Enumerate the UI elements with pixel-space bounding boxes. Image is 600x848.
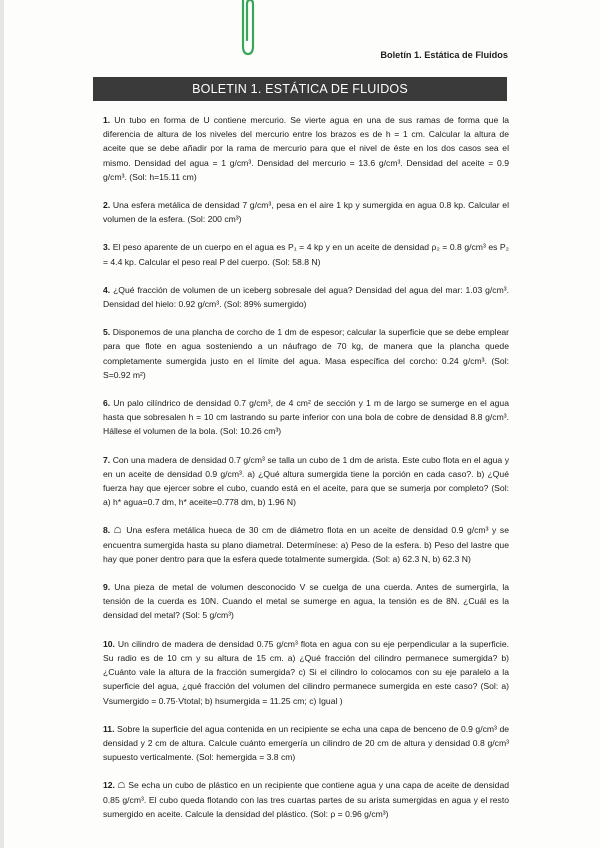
problem-list	[103, 113, 509, 835]
problem-text: ☖ Se echa un cubo de plástico en un recipiente que contiene agua y una capa de aceite de densidad 0.85 g/cm³. El cubo queda flotando con las tres cuartas partes de su arista sumergidas en agua y el resto sumergido en aceite. Calcule la densidad del plástico. (Sol: ρ = 0.96 g/cm³)	[103, 780, 510, 819]
problem-6: 6. Un palo cilíndrico de densidad 0.7 g/cm³, de 4 cm² de sección y 1 m de largo se sumerge en el agua hasta que sobresalen h = 10 cm lastrando su parte inferior con una bola de cobre de densidad 8.8 g/cm³. Hállese el volumen de la bola. (Sol: 10.26 cm³)	[103, 398, 509, 437]
problem-text: ¿Qué fracción de volumen de un iceberg sobresale del agua? Densidad del agua del mar: 1.03 g/cm³. Densidad del hielo: 0.92 g/cm³. (Sol: 89% sumergido)	[103, 284, 509, 310]
problem-9: 9. Una pieza de metal de volumen desconocido V se cuelga de una cuerda. Antes de sumergirla, la tensión de la cuerda es 10N. Cuando el metal se sumerge en agua, la tensión es de 8N. ¿Cuál es la densidad del metal? (Sol: 5 g/cm³)	[103, 582, 510, 621]
problem-8: 8. ☖ Una esfera metálica hueca de 30 cm de diámetro flota en un aceite de densidad 0.9 g/cm³ y se encuentra sumergida hasta su plano diametral. Determínese: a) Peso de la esfera. b) Peso del lastre que hay que poner dentro para que la esfera quede totalmente sumergida. (Sol: a) 62.3 N, b) 62.3 N)	[103, 525, 509, 564]
problem-text: Un palo cilíndrico de densidad 0.7 g/cm³, de 4 cm² de sección y 1 m de largo se sumerge en el agua hasta que sobresalen h = 10 cm lastrando su parte inferior con una bola de cobre de densidad 8.8 g/cm³. Hállese el volumen de la bola. (Sol: 10.26 cm³)	[103, 398, 509, 437]
problem-text: Disponemos de una plancha de corcho de 1 dm de espesor; calcular la superficie que se debe emplear para que flote en agua sosteniendo a un náufrago de 70 kg, de manera que la plancha quede completamente sumergida justo en el límite del agua. Masa específica del corcho: 0.24 g/cm³. (Sol: S=0.92 m²)	[103, 327, 509, 380]
problem-text: El peso aparente de un cuerpo en el agua es P₁ = 4 kp y en un aceite de densidad ρ₂ = 0.8 g/cm³ es P₂ = 4.4 kp. Calcular el peso real P del cuerpo. (Sol: 58.8 N)	[103, 242, 509, 267]
problem-12: 12. ☖ Se echa un cubo de plástico en un recipiente que contiene agua y una capa de aceite de densidad 0.85 g/cm³. El cubo queda flotando con las tres cuartas partes de su arista sumergidas en agua y el resto sumergido en aceite. Calcule la densidad del plástico. (Sol: ρ = 0.96 g/cm³)	[103, 780, 510, 819]
problem-1: 1. Un tubo en forma de U contiene mercurio. Se vierte agua en una de sus ramas de forma que la diferencia de altura de los niveles del mercurio entre los brazos es de h = 1 cm. Calcular la altura de aceite que se debe añadir por la rama de mercurio para que el nivel de éste en los dos casos sea el mismo. Densidad del agua = 1 g/cm³. Densidad del mercurio = 13.6 g/cm³. Densidad del aceite = 0.9 g/cm³. (Sol: h=15.11 cm)	[103, 115, 510, 182]
problem-5: 5. Disponemos de una plancha de corcho de 1 dm de espesor; calcular la superficie que se debe emplear para que flote en agua sosteniendo a un náufrago de 70 kg, de manera que la plancha quede completamente sumergida justo en el límite del agua. Masa específica del corcho: 0.24 g/cm³. (Sol: S=0.92 m²)	[103, 327, 509, 380]
paperclip-icon	[239, 0, 255, 58]
problem-text: Una esfera metálica de densidad 7 g/cm³, pesa en el aire 1 kp y sumergida en agua 0.8 kp. Calcular el volumen de la esfera. (Sol: 200 cm³)	[103, 200, 509, 225]
problem-2: 2. Una esfera metálica de densidad 7 g/cm³, pesa en el aire 1 kp y sumergida en agua 0.8 kp. Calcular el volumen de la esfera. (Sol: 200 cm³)	[103, 200, 509, 225]
problem-10: 10. Un cilindro de madera de densidad 0.75 g/cm³ flota en agua con su eje perpendicular a la superficie. Su radio es de 10 cm y su altura de 15 cm. a) ¿Qué fracción del cilindro permanece sumergida? b) ¿Cuánto vale la altura de la fracción sumergida? c) Si el cilindro lo colocamos con su eje paralelo a la superficie del agua, ¿qué fracción del volumen del cilindro permanece sumergida en este caso? (Sol: a) Vsumergido = 0.75·Vtotal; b) hsumergida = 11.25 cm; c) Igual )	[103, 638, 509, 706]
problem-3: 3. El peso aparente de un cuerpo en el agua es P₁ = 4 kp y en un aceite de densidad ρ₂ = 0.8 g/cm³ es P₂ = 4.4 kp. Calcular el peso real P del cuerpo. (Sol: 58.8 N)	[103, 242, 509, 267]
problem-text: Una pieza de metal de volumen desconocido V se cuelga de una cuerda. Antes de sumergirla, la tensión de la cuerda es 10N. Cuando el metal se sumerge en agua, la tensión es de 8N. ¿Cuál es la densidad del metal? (Sol: 5 g/cm³)	[103, 582, 510, 621]
problem-text: Sobre la superficie del agua contenida en un recipiente se echa una capa de benceno de 0.9 g/cm³ de densidad y 2 cm de altura. Calcule cuánto emergería un cilindro de 20 cm de altura y densidad 0.8 g/cm³ supuesto verticalmente. (Sol: hemergida = 3.8 cm)	[103, 723, 510, 763]
problem-11: 11. Sobre la superficie del agua contenida en un recipiente se echa una capa de benceno de 0.9 g/cm³ de densidad y 2 cm de altura. Calcule cuánto emergería un cilindro de 20 cm de altura y densidad 0.8 g/cm³ supuesto verticalmente. (Sol: hemergida = 3.8 cm)	[103, 723, 510, 763]
problem-text: ☖ Una esfera metálica hueca de 30 cm de diámetro flota en un aceite de densidad 0.9 g/cm³ y se encuentra sumergida hasta su plano diametral. Determínese: a) Peso de la esfera. b) Peso del lastre que hay que poner dentro para que la esfera quede totalmente sumergida. (Sol: a) 62.3 N, b) 62.3 N)	[103, 525, 509, 564]
problem-text: Un tubo en forma de U contiene mercurio. Se vierte agua en una de sus ramas de forma que la diferencia de altura de los niveles del mercurio entre los brazos es de h = 1 cm. Calcular la altura de aceite que se debe añadir por la rama de mercurio para que el nivel de éste en los dos casos sea el mismo. Densidad del agua = 1 g/cm³. Densidad del mercurio = 13.6 g/cm³. Densidad del aceite = 0.9 g/cm³. (Sol: h=15.11 cm)	[103, 115, 510, 182]
problem-text: Con una madera de densidad 0.7 g/cm³ se talla un cubo de 1 dm de arista. Este cubo flota en el agua y en un aceite de densidad 0.9 g/cm³. a) ¿Qué altura sumergida tiene la porción en cada caso?. b) ¿Qué fuerza hay que ejercer sobre el cubo, cuando está en el aceite, para que se sumerja por completo? (Sol: a) h* agua=0.7 dm, h* aceite=0.778 dm, b) 1.96 N)	[103, 454, 509, 508]
page-header-label: Boletín 1. Estática de Fluidos	[380, 50, 508, 60]
problem-4: 4. ¿Qué fracción de volumen de un iceberg sobresale del agua? Densidad del agua del mar: 1.03 g/cm³. Densidad del hielo: 0.92 g/cm³. (Sol: 89% sumergido)	[103, 284, 509, 310]
problem-text: Un cilindro de madera de densidad 0.75 g/cm³ flota en agua con su eje perpendicular a la superficie. Su radio es de 10 cm y su altura de 15 cm. a) ¿Qué fracción del cilindro permanece sumergida? b) ¿Cuánto vale la altura de la fracción sumergida? c) Si el cilindro lo colocamos con su eje paralelo a la superficie del agua, ¿qué fracción del volumen del cilindro permanece sumergida en este caso? (Sol: a) Vsumergido = 0.75·Vtotal; b) hsumergida = 11.25 cm; c) Igual )	[103, 638, 509, 706]
page-edge-shadow	[0, 0, 4, 848]
document-title: BOLETIN 1. ESTÁTICA DE FLUIDOS	[93, 77, 507, 101]
problem-7: 7. Con una madera de densidad 0.7 g/cm³ se talla un cubo de 1 dm de arista. Este cubo flota en el agua y en un aceite de densidad 0.9 g/cm³. a) ¿Qué altura sumergida tiene la porción en cada caso?. b) ¿Qué fuerza hay que ejercer sobre el cubo, cuando está en el aceite, para que se sumerja por completo? (Sol: a) h* agua=0.7 dm, h* aceite=0.778 dm, b) 1.96 N)	[103, 454, 509, 508]
